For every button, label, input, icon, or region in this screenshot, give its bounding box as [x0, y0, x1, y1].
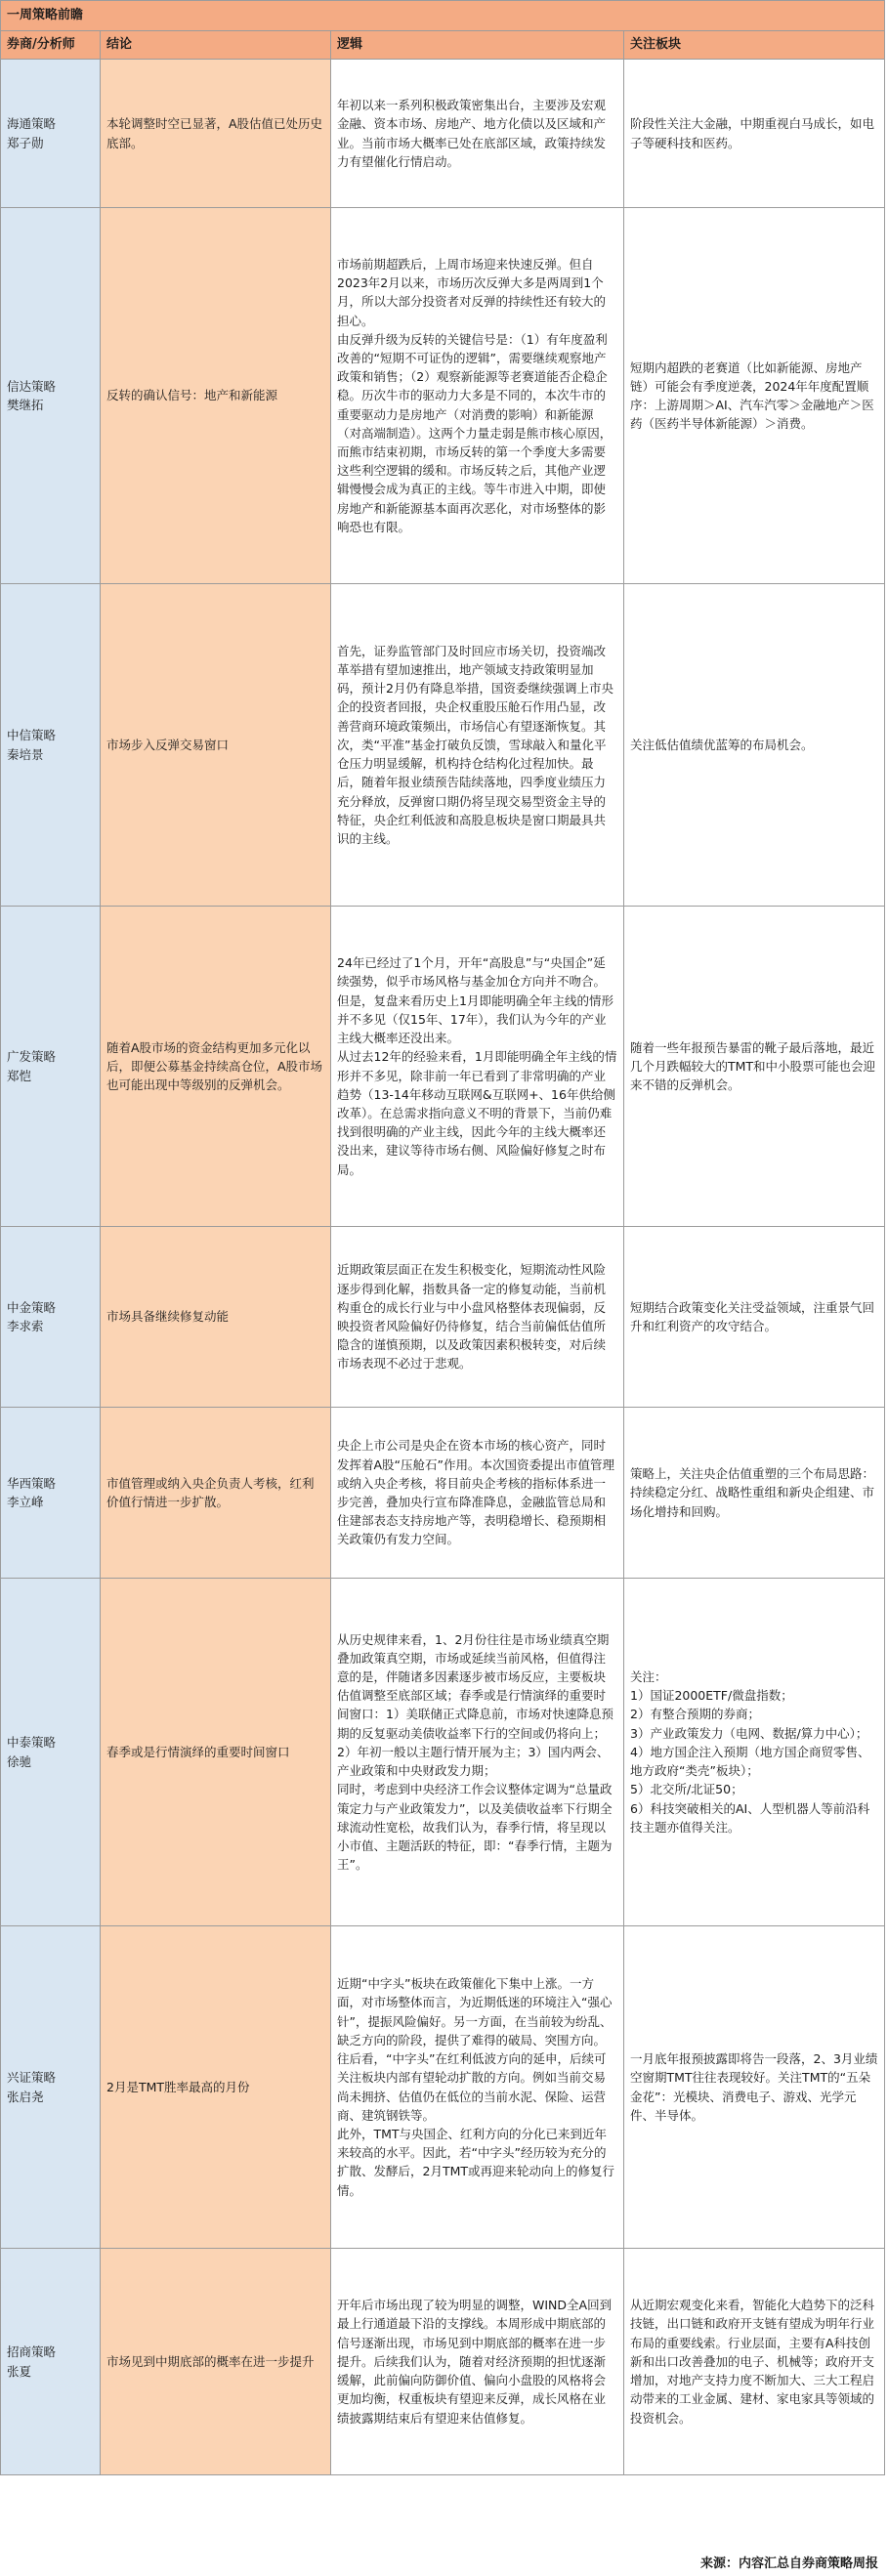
conclusion-cell: 市场具备继续修复动能	[101, 1227, 331, 1408]
focus-cell: 关注： 1）国证2000ETF/微盘指数； 2）有整合预期的券商； 3）产业政策发力（电网、数据/算力中心）； 4）地方国企注入预期（地方国企商贸零售、地方政府“类壳”板块）； 5）北交所/北证50； 6）科技突破相关的AI、人型机器人等前沿科技主题亦值得关注。	[624, 1579, 885, 1926]
analyst-name: 李求索	[7, 1319, 44, 1333]
table-row	[1, 1227, 885, 1408]
table-row	[1, 1579, 885, 1926]
broker-cell	[1, 1227, 101, 1408]
logic-cell: 近期“中字头”板块在政策催化下集中上涨。一方面，对市场整体而言，为近期低迷的环境注入“强心针”，提振风险偏好。另一方面，在当前较为纷乱、缺乏方向的阶段，提供了难得的破局、突围方向。 往后看，“中字头”在红利低波方向的延申，后续可关注板块内部有望轮动扩散的方向。例如当前交易尚未拥挤、估值仍在低位的当前水泥、保险、运营商、建筑钢铁等。 此外，TMT与央国企、红利方向的分化已来到近年来较高的水平。因此，若“中字头”经历较为充分的扩散、发酵后，2月TMT或再迎来轮动向上的修复行情。	[331, 1926, 624, 2249]
analyst-name: 郑恺	[7, 1068, 32, 1083]
source-note: 来源：内容汇总自券商策略周报	[699, 2556, 878, 2571]
broker-cell	[1, 2249, 101, 2475]
focus-cell: 短期内超跌的老赛道（比如新能源、房地产链）可能会有季度逆袭，2024年年度配置顺序：上游周期＞AI、汽车汽零＞金融地产＞医药（医药半导体新能源）＞消费。	[624, 208, 885, 584]
broker-name: 中泰策略	[7, 1735, 57, 1751]
table-row	[1, 60, 885, 208]
focus-cell: 短期结合政策变化关注受益领域，注重景气回升和红利资产的攻守结合。	[624, 1227, 885, 1408]
logic-cell: 近期政策层面正在发生积极变化，短期流动性风险逐步得到化解，指数具备一定的修复动能，当前机构重仓的成长行业与中小盘风格整体表现偏弱，反映投资者风险偏好仍待修复，结合当前偏低估值所隐含的谨慎预期，以及政策因素积极转变，对后续市场表现不必过于悲观。	[331, 1227, 624, 1408]
analyst-name: 郑子勋	[7, 135, 44, 150]
analyst-name: 李立峰	[7, 1495, 44, 1509]
header-conclusion: 结论	[101, 31, 331, 60]
broker-cell	[1, 1579, 101, 1926]
table-row	[1, 907, 885, 1227]
broker-name: 招商策略	[7, 2344, 57, 2360]
header-row	[1, 31, 885, 60]
header-logic: 逻辑	[331, 31, 624, 60]
header-focus: 关注板块	[624, 31, 885, 60]
conclusion-cell: 市场见到中期底部的概率在进一步提升	[101, 2249, 331, 2475]
logic-cell: 市场前期超跌后，上周市场迎来快速反弹。但自2023年2月以来，市场历次反弹大多是两周到1个月，所以大部分投资者对反弹的持续性还有较大的担心。 由反弹升级为反转的关键信号是：（1）有年度盈利改善的“短期不可证伪的逻辑”，需要继续观察地产政策和销售；（2）观察新能源等老赛道能否企稳企稳。历次牛市的驱动力大多是不同的，本次牛市的重要驱动力是房地产（对消费的影响）和新能源（对高端制造）。这两个力量走弱是熊市核心原因，而熊市结束初期，市场反转的第一个季度大多需要这些利空逻辑的缓和。市场反转之后，其他产业逻辑慢慢会成为真正的主线。等牛市进入中期，即使房地产和新能源基本面再次恶化，对市场整体的影响恐也有限。	[331, 208, 624, 584]
broker-name: 海通策略	[7, 116, 57, 132]
focus-cell: 从近期宏观变化来看，智能化大趋势下的泛科技链，出口链和政府开支链有望成为明年行业布局的重要线索。行业层面，主要有A科技创新和出口改善叠加的电子、机械等；政府开支增加，对地产支持力度不断加大、三大工程启动带来的工业金属、建材、家电家具等领域的投资机会。	[624, 2249, 885, 2475]
header-broker: 券商/分析师	[1, 31, 101, 60]
broker-cell	[1, 1926, 101, 2249]
broker-cell	[1, 1408, 101, 1579]
table-row	[1, 208, 885, 584]
analyst-name: 徐驰	[7, 1753, 32, 1769]
table-row	[1, 584, 885, 907]
analyst-name: 张夏	[7, 2363, 32, 2379]
analyst-name: 樊继拓	[7, 398, 44, 412]
focus-cell: 关注低估值绩优蓝筹的布局机会。	[624, 584, 885, 907]
conclusion-cell: 随着A股市场的资金结构更加多元化以后，即便公募基金持续高仓位，A股市场也可能出现中等级别的反弹机会。	[101, 907, 331, 1227]
broker-name: 兴证策略	[7, 2070, 57, 2086]
logic-cell: 开年后市场出现了较为明显的调整，WIND全A回到最上行通道最下沿的支撑线。本周形成中期底部的信号逐渐出现，市场见到中期底部的概率在进一步提升。后续我们认为，随着对经济预期的担忧逐渐缓解，此前偏向防御价值、偏向小盘股的风格将会更加均衡，权重板块有望迎来反弹，成长风格在业绩披露期结束后有望迎来估值修复。	[331, 2249, 624, 2475]
broker-name: 中金策略	[7, 1299, 57, 1315]
broker-cell	[1, 907, 101, 1227]
logic-cell: 从历史规律来看，1、2月份往往是市场业绩真空期叠加政策真空期，市场或延续当前风格，但值得注意的是，伴随诸多因素逐步被市场反应，主要板块估值调整至底部区域；春季或是行情演绎的重要时间窗口：1）美联储正式降息前，市场对快速降息预期的反复驱动美债收益率下行的空间或仍将向上；2）年初一般以主题行情开展为主；3）国内两会、产业政策和中央财政发力期； 同时，考虑到中央经济工作会议整体定调为“总量政策定力与产业政策发力”，以及美债收益率下行期全球流动性宽松，故我们认为，春季行情，将呈现以小市值、主题活跃的特征，即：“春季行情，主题为王”。	[331, 1579, 624, 1926]
focus-cell: 策略上，关注央企估值重塑的三个布局思路：持续稳定分红、战略性重组和新央企组建、市场化增持和回购。	[624, 1408, 885, 1579]
conclusion-cell: 本轮调整时空已显著，A股估值已处历史底部。	[101, 60, 331, 208]
title-row	[1, 1, 885, 31]
analyst-name: 张启尧	[7, 2089, 44, 2104]
logic-cell: 央企上市公司是央企在资本市场的核心资产，同时发挥着A股“压舱石”作用。本次国资委提出市值管理或纳入央企考核，将目前央企考核的指标体系进一步完善，叠加央行宣布降准降息，金融监管总局和住建部表态支持房地产等，表明稳增长、稳预期相关政策仍有发力空间。	[331, 1408, 624, 1579]
table-row	[1, 1926, 885, 2249]
broker-name: 广发策略	[7, 1049, 57, 1065]
table-title: 一周策略前瞻	[1, 1, 885, 31]
conclusion-cell: 市值管理或纳入央企负责人考核，红利价值行情进一步扩散。	[101, 1408, 331, 1579]
focus-cell: 一月底年报预披露即将告一段落，2、3月业绩空窗期TMT往往表现较好。关注TMT的“五朵金花”：光模块、消费电子、游戏、光学元件、半导体。	[624, 1926, 885, 2249]
conclusion-cell: 春季或是行情演绎的重要时间窗口	[101, 1579, 331, 1926]
logic-cell: 24年已经过了1个月，开年“高股息”与“央国企”延续强势，似乎市场风格与基金加仓方向并不吻合。但是，复盘来看历史上1月即能明确全年主线的情形并不多见（仅15年、17年），我们认为今年的产业主线大概率还没出来。 从过去12年的经验来看，1月即能明确全年主线的情形并不多见，除非前一年已看到了非常明确的产业趋势（13-14年移动互联网&互联网+、16年供给侧改革）。在总需求指向意义不明的背景下，当前仍难找到很明确的产业主线，因此今年的主线大概率还没出来，建议等待市场右侧、风险偏好修复之时布局。	[331, 907, 624, 1227]
logic-cell: 年初以来一系列积极政策密集出台，主要涉及宏观金融、资本市场、房地产、地方化债以及区域和产业。当前市场大概率已处在底部区域，政策持续发力有望催化行情启动。	[331, 60, 624, 208]
table-row	[1, 1408, 885, 1579]
broker-name: 信达策略	[7, 378, 57, 394]
broker-name: 中信策略	[7, 728, 57, 743]
conclusion-cell: 市场步入反弹交易窗口	[101, 584, 331, 907]
focus-cell: 随着一些年报预告暴雷的靴子最后落地，最近几个月跌幅较大的TMT和中小股票可能也会迎来不错的反弹机会。	[624, 907, 885, 1227]
focus-cell: 阶段性关注大金融，中期重视白马成长，如电子等硬科技和医药。	[624, 60, 885, 208]
conclusion-cell: 2月是TMT胜率最高的月份	[101, 1926, 331, 2249]
broker-cell	[1, 208, 101, 584]
analyst-name: 秦培景	[7, 746, 44, 762]
conclusion-cell: 反转的确认信号：地产和新能源	[101, 208, 331, 584]
broker-cell	[1, 60, 101, 208]
table-row	[1, 2249, 885, 2475]
broker-name: 华西策略	[7, 1475, 57, 1491]
broker-cell	[1, 584, 101, 907]
logic-cell: 首先，证券监管部门及时回应市场关切，投资端改革举措有望加速推出，地产领域支持政策明显加码，预计2月仍有降息举措，国资委继续强调上市央企的投资者回报，央企权重股压舱石作用凸显，改善营商环境政策频出，市场信心有望逐渐恢复。其次，类“平准”基金打破负反馈，雪球敲入和量化平仓压力明显缓解，机构持仓结构化过程加快。最后，随着年报业绩预告陆续落地，四季度业绩压力充分释放，反弹窗口期仍将呈现交易型资金主导的特征，央企红利低波和高股息板块是窗口期最具共识的主线。	[331, 584, 624, 907]
